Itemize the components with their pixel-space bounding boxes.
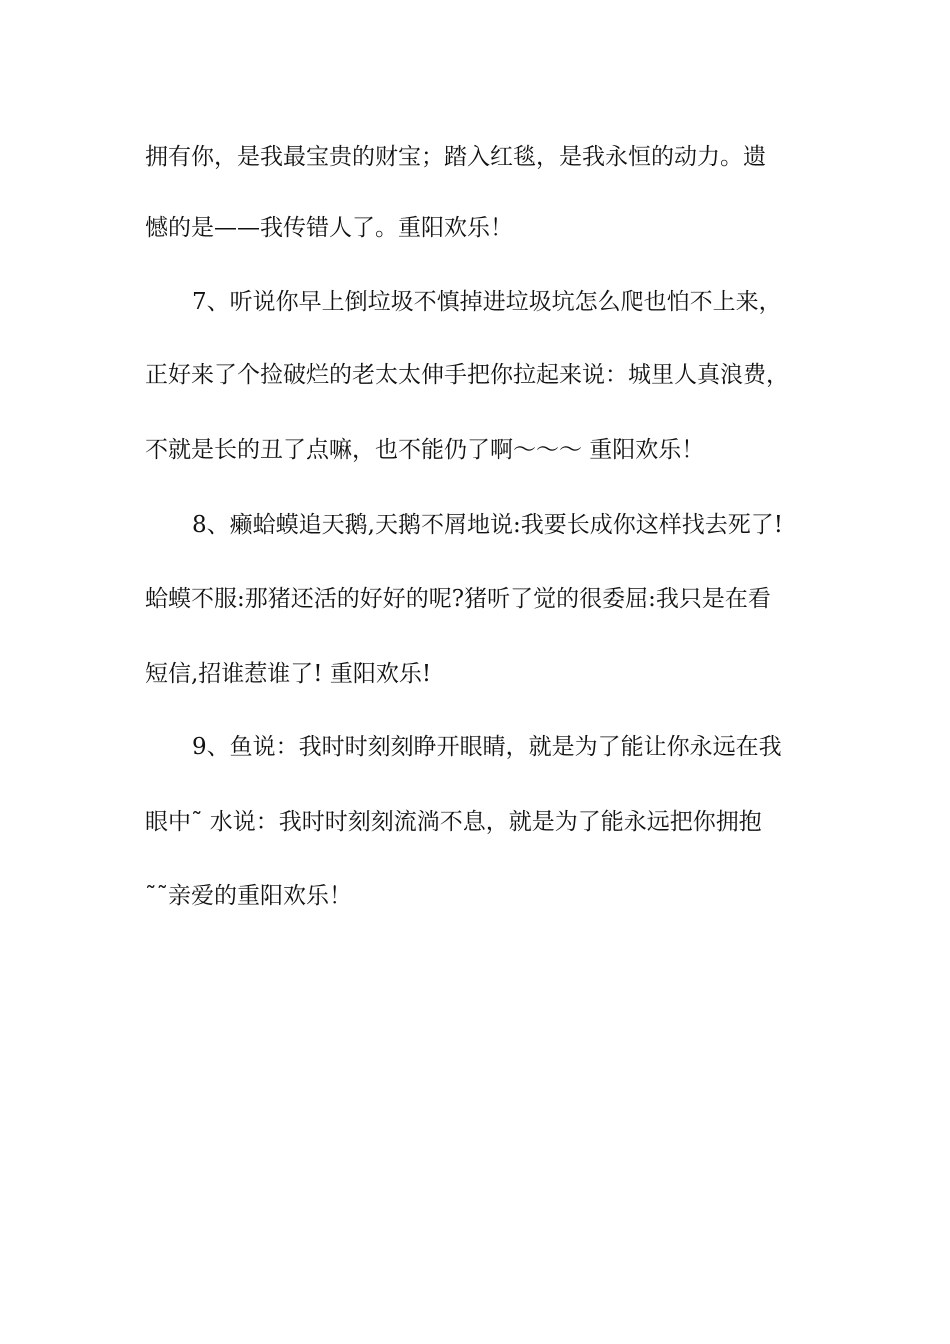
paragraph-line: 正好来了个捡破烂的老太太伸手把你拉起来说：城里人真浪费，: [145, 362, 789, 388]
paragraph-line: 蛤蟆不服:那猪还活的好好的呢?猪听了觉的很委屈:我只是在看: [145, 586, 771, 612]
paragraph-line: 憾的是——我传错人了。重阳欢乐！: [145, 215, 513, 241]
paragraph-line: 眼中˜ 水说：我时时刻刻流淌不息，就是为了能永远把你拥抱: [145, 809, 762, 835]
paragraph-line: 8、癞蛤蟆追天鹅,天鹅不屑地说:我要长成你这样找去死了!: [192, 512, 783, 538]
paragraph-line: 不就是长的丑了点嘛，也不能仍了啊～～～ 重阳欢乐！: [145, 437, 705, 463]
paragraph-line: 7、听说你早上倒垃圾不慎掉进垃圾坑怎么爬也怕不上来，: [192, 289, 782, 315]
paragraph-line: ˜˜亲爱的重阳欢乐！: [145, 883, 352, 909]
paragraph-line: 拥有你，是我最宝贵的财宝；踏入红毯，是我永恒的动力。遗: [145, 144, 766, 170]
paragraph-line: 短信,招谁惹谁了! 重阳欢乐!: [145, 661, 432, 687]
paragraph-line: 9、鱼说：我时时刻刻睁开眼睛，就是为了能让你永远在我: [192, 734, 782, 760]
